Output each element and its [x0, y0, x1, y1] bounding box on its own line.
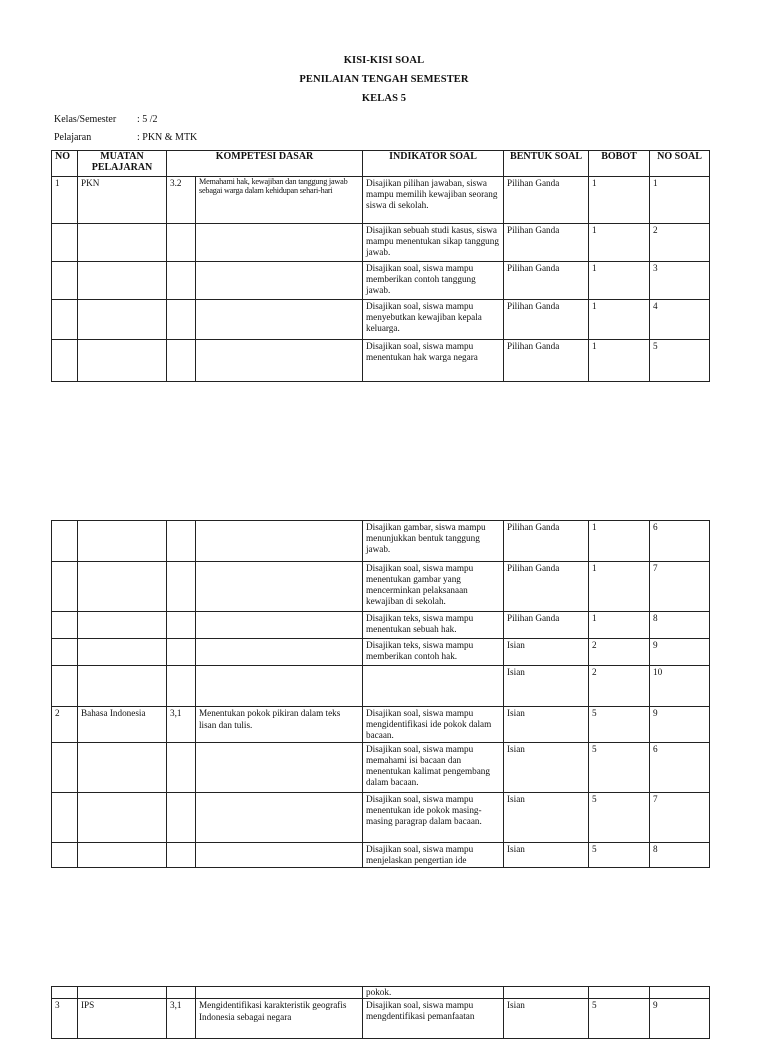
- col-header-nosoal: NO SOAL: [650, 151, 710, 177]
- cell-kd-number: [167, 843, 196, 868]
- cell-kompetensi: [196, 843, 363, 868]
- cell-muatan: IPS: [78, 999, 167, 1039]
- cell-kompetensi: [196, 262, 363, 300]
- cell-bentuk-soal: Pilihan Ganda: [504, 177, 589, 224]
- cell-no: [52, 843, 78, 868]
- cell-no: [52, 639, 78, 666]
- cell-kompetensi: [196, 743, 363, 793]
- cell-no-soal: 2: [650, 224, 710, 262]
- cell-bobot: 1: [589, 521, 650, 562]
- cell-indikator: Disajikan soal, siswa mampu menjelaskan pengertian ide: [363, 843, 504, 868]
- doc-title: KISI-KISI SOAL: [343, 55, 425, 66]
- cell-kompetensi: [196, 612, 363, 639]
- cell-muatan: [78, 666, 167, 707]
- pelajaran-value: : PKN & MTK: [137, 132, 198, 143]
- cell-indikator: Disajikan soal, siswa mampu memahami isi bacaan dan menentukan kalimat pengembang dalam bacaan.: [363, 743, 504, 793]
- cell-kd-number: [167, 262, 196, 300]
- cell-no: [52, 987, 78, 999]
- cell-no: [52, 793, 78, 843]
- table-row: [52, 843, 710, 868]
- cell-kd-number: 3.2: [167, 177, 196, 224]
- cell-no: [52, 743, 78, 793]
- cell-kompetensi: Menentukan pokok pikiran dalam teks lisan dan tulis.: [196, 707, 363, 743]
- cell-no-soal: 7: [650, 793, 710, 843]
- cell-no-soal: 5: [650, 340, 710, 382]
- cell-bobot: 1: [589, 262, 650, 300]
- cell-bentuk-soal: Isian: [504, 639, 589, 666]
- cell-bobot: 1: [589, 612, 650, 639]
- cell-muatan: [78, 793, 167, 843]
- cell-bentuk-soal: Pilihan Ganda: [504, 562, 589, 612]
- cell-muatan: [78, 612, 167, 639]
- cell-indikator: Disajikan soal, siswa mampu memberikan contoh tanggung jawab.: [363, 262, 504, 300]
- kisi-table-page2: [51, 520, 710, 868]
- cell-no: [52, 612, 78, 639]
- table-row: [52, 707, 710, 743]
- col-header-no: NO: [52, 151, 78, 177]
- table-row: [52, 666, 710, 707]
- table-row: [52, 987, 710, 999]
- kisi-table-page1: [51, 150, 710, 382]
- col-header-bentuk: BENTUK SOAL: [504, 151, 589, 177]
- doc-class: KELAS 5: [361, 93, 407, 104]
- cell-no: [52, 340, 78, 382]
- cell-muatan: [78, 743, 167, 793]
- cell-no-soal: 6: [650, 743, 710, 793]
- cell-no: 1: [52, 177, 78, 224]
- table-row: [52, 793, 710, 843]
- col-header-muatan: MUATAN PELAJARAN: [78, 151, 167, 177]
- cell-muatan: [78, 843, 167, 868]
- table-row: [52, 743, 710, 793]
- cell-no: 3: [52, 999, 78, 1039]
- cell-kd-number: [167, 666, 196, 707]
- cell-no: [52, 521, 78, 562]
- cell-bobot: [589, 987, 650, 999]
- cell-indikator: pokok.: [363, 987, 504, 999]
- cell-kompetensi: Mengidentifikasi karakteristik geografis Indonesia sebagai negara: [196, 999, 363, 1039]
- cell-bentuk-soal: Isian: [504, 707, 589, 743]
- cell-no-soal: 4: [650, 300, 710, 340]
- cell-no-soal: 9: [650, 639, 710, 666]
- cell-kompetensi: Memahami hak, kewajiban dan tanggung jawab sebagai warga dalam kehidupan sehari-hari: [196, 177, 363, 224]
- cell-kompetensi: [196, 987, 363, 999]
- cell-indikator: Disajikan soal, siswa mampu menentukan ide pokok masing-masing paragrap dalam bacaan.: [363, 793, 504, 843]
- cell-kd-number: [167, 562, 196, 612]
- cell-bentuk-soal: Pilihan Ganda: [504, 224, 589, 262]
- cell-muatan: PKN: [78, 177, 167, 224]
- cell-no: [52, 562, 78, 612]
- cell-bentuk-soal: Isian: [504, 793, 589, 843]
- cell-bentuk-soal: [504, 987, 589, 999]
- cell-bobot: 5: [589, 743, 650, 793]
- kelas-value: : 5 /2: [137, 114, 158, 125]
- cell-bentuk-soal: Pilihan Ganda: [504, 300, 589, 340]
- cell-kompetensi: [196, 666, 363, 707]
- table-row: [52, 521, 710, 562]
- col-header-indikator: INDIKATOR SOAL: [363, 151, 504, 177]
- cell-bentuk-soal: Isian: [504, 843, 589, 868]
- cell-no: 2: [52, 707, 78, 743]
- cell-bobot: 1: [589, 340, 650, 382]
- cell-no-soal: 9: [650, 999, 710, 1039]
- cell-muatan: Bahasa Indonesia: [78, 707, 167, 743]
- cell-bobot: 5: [589, 707, 650, 743]
- cell-no-soal: 9: [650, 707, 710, 743]
- table-row: [52, 177, 710, 224]
- cell-no-soal: 1: [650, 177, 710, 224]
- cell-no: [52, 300, 78, 340]
- cell-bentuk-soal: Isian: [504, 666, 589, 707]
- col-header-bobot: BOBOT: [589, 151, 650, 177]
- cell-kd-number: [167, 743, 196, 793]
- cell-indikator: Disajikan pilihan jawaban, siswa mampu memilih kewajiban seorang siswa di sekolah.: [363, 177, 504, 224]
- cell-no-soal: 8: [650, 843, 710, 868]
- cell-no-soal: 10: [650, 666, 710, 707]
- table-row: [52, 300, 710, 340]
- cell-kompetensi: [196, 562, 363, 612]
- table-row: [52, 639, 710, 666]
- cell-bobot: 1: [589, 177, 650, 224]
- cell-no: [52, 262, 78, 300]
- cell-muatan: [78, 521, 167, 562]
- cell-bobot: 2: [589, 666, 650, 707]
- cell-kompetensi: [196, 521, 363, 562]
- cell-muatan: [78, 562, 167, 612]
- cell-muatan: [78, 340, 167, 382]
- cell-bentuk-soal: Pilihan Ganda: [504, 521, 589, 562]
- table-row: [52, 262, 710, 300]
- cell-kd-number: 3,1: [167, 999, 196, 1039]
- cell-kompetensi: [196, 300, 363, 340]
- cell-kd-number: 3,1: [167, 707, 196, 743]
- cell-kd-number: [167, 639, 196, 666]
- cell-indikator: [363, 666, 504, 707]
- cell-kompetensi: [196, 793, 363, 843]
- cell-no-soal: [650, 987, 710, 999]
- cell-bentuk-soal: Isian: [504, 999, 589, 1039]
- cell-no-soal: 6: [650, 521, 710, 562]
- table-row: [52, 562, 710, 612]
- table-header-row: [52, 151, 710, 177]
- cell-kd-number: [167, 521, 196, 562]
- cell-kompetensi: [196, 340, 363, 382]
- cell-kd-number: [167, 300, 196, 340]
- cell-indikator: Disajikan soal, siswa mampu mengdentifikasi pemanfaatan: [363, 999, 504, 1039]
- cell-indikator: Disajikan soal, siswa mampu menyebutkan kewajiban kepala keluarga.: [363, 300, 504, 340]
- cell-kd-number: [167, 987, 196, 999]
- cell-muatan: [78, 224, 167, 262]
- cell-bobot: 2: [589, 639, 650, 666]
- cell-kd-number: [167, 793, 196, 843]
- cell-indikator: Disajikan soal, siswa mampu menentukan hak warga negara: [363, 340, 504, 382]
- table-row: [52, 612, 710, 639]
- cell-bentuk-soal: Pilihan Ganda: [504, 262, 589, 300]
- doc-subtitle: PENILAIAN TENGAH SEMESTER: [299, 74, 469, 85]
- cell-indikator: Disajikan teks, siswa mampu memberikan contoh hak.: [363, 639, 504, 666]
- cell-bobot: 5: [589, 843, 650, 868]
- cell-bobot: 1: [589, 300, 650, 340]
- table-row: [52, 340, 710, 382]
- cell-bentuk-soal: Pilihan Ganda: [504, 340, 589, 382]
- cell-kd-number: [167, 224, 196, 262]
- cell-bentuk-soal: Isian: [504, 743, 589, 793]
- kisi-table-page3: [51, 986, 710, 1039]
- table-row: [52, 999, 710, 1039]
- cell-kd-number: [167, 340, 196, 382]
- cell-bentuk-soal: Pilihan Ganda: [504, 612, 589, 639]
- cell-no-soal: 8: [650, 612, 710, 639]
- kelas-label: Kelas/Semester: [54, 114, 117, 125]
- cell-muatan: [78, 987, 167, 999]
- table-row: [52, 224, 710, 262]
- col-header-kd: KOMPETESI DASAR: [167, 151, 363, 177]
- cell-muatan: [78, 639, 167, 666]
- cell-kompetensi: [196, 224, 363, 262]
- cell-indikator: Disajikan soal, siswa mampu menentukan gambar yang mencerminkan pelaksanaan kewajiban di sekolah.: [363, 562, 504, 612]
- cell-indikator: Disajikan sebuah studi kasus, siswa mampu menentukan sikap tanggung jawab.: [363, 224, 504, 262]
- cell-muatan: [78, 300, 167, 340]
- pelajaran-label: Pelajaran: [54, 132, 92, 143]
- cell-bobot: 1: [589, 562, 650, 612]
- cell-no: [52, 666, 78, 707]
- cell-kd-number: [167, 612, 196, 639]
- cell-indikator: Disajikan gambar, siswa mampu menunjukkan bentuk tanggung jawab.: [363, 521, 504, 562]
- cell-no: [52, 224, 78, 262]
- cell-indikator: Disajikan soal, siswa mampu mengidentifikasi ide pokok dalam bacaan.: [363, 707, 504, 743]
- cell-indikator: Disajikan teks, siswa mampu menentukan sebuah hak.: [363, 612, 504, 639]
- cell-no-soal: 3: [650, 262, 710, 300]
- cell-no-soal: 7: [650, 562, 710, 612]
- cell-muatan: [78, 262, 167, 300]
- cell-bobot: 1: [589, 224, 650, 262]
- cell-bobot: 5: [589, 793, 650, 843]
- cell-bobot: 5: [589, 999, 650, 1039]
- cell-kompetensi: [196, 639, 363, 666]
